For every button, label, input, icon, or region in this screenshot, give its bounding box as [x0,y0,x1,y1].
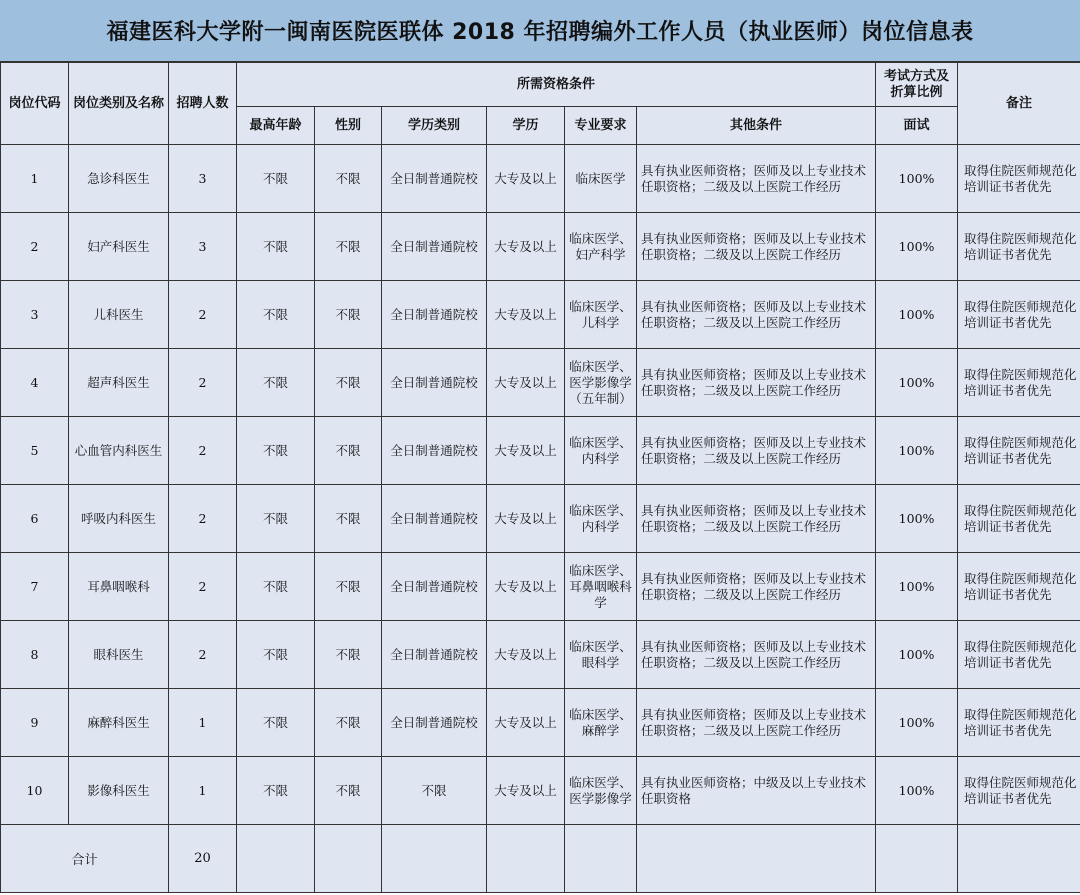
cell-interview-ratio: 100% [876,621,958,689]
total-empty-cell [487,825,565,893]
cell-edu-type: 不限 [382,757,487,825]
cell-other-conditions: 具有执业医师资格；医师及以上专业技术任职资格；二级及以上医院工作经历 [637,281,876,349]
cell-gender: 不限 [315,689,382,757]
total-empty-cell [237,825,315,893]
cell-interview-ratio: 100% [876,485,958,553]
cell-gender: 不限 [315,281,382,349]
cell-position-name: 麻醉科医生 [69,689,169,757]
table-footer [1,825,1080,893]
cell-code: 8 [1,621,69,689]
table-row [1,621,1080,689]
cell-major: 临床医学、儿科学 [565,281,637,349]
cell-code: 7 [1,553,69,621]
header-major: 专业要求 [565,107,637,145]
cell-edu-type: 全日制普通院校 [382,145,487,213]
cell-position-name: 超声科医生 [69,349,169,417]
cell-note: 取得住院医师规范化培训证书者优先 [958,757,1080,825]
cell-age: 不限 [237,621,315,689]
cell-other-conditions: 具有执业医师资格；医师及以上专业技术任职资格；二级及以上医院工作经历 [637,417,876,485]
cell-edu-type: 全日制普通院校 [382,621,487,689]
table-row [1,281,1080,349]
cell-code: 9 [1,689,69,757]
header-other: 其他条件 [637,107,876,145]
cell-note: 取得住院医师规范化培训证书者优先 [958,621,1080,689]
cell-position-name: 妇产科医生 [69,213,169,281]
cell-major: 临床医学、妇产科学 [565,213,637,281]
cell-other-conditions: 具有执业医师资格；医师及以上专业技术任职资格；二级及以上医院工作经历 [637,145,876,213]
cell-gender: 不限 [315,417,382,485]
cell-major: 临床医学、耳鼻咽喉科学 [565,553,637,621]
cell-code: 1 [1,145,69,213]
header-note: 备注 [958,63,1080,145]
cell-edu-type: 全日制普通院校 [382,281,487,349]
cell-code: 2 [1,213,69,281]
cell-edu-type: 全日制普通院校 [382,553,487,621]
cell-age: 不限 [237,553,315,621]
header-age: 最高年龄 [237,107,315,145]
cell-count: 2 [169,281,237,349]
cell-note: 取得住院医师规范化培训证书者优先 [958,485,1080,553]
cell-edu-type: 全日制普通院校 [382,213,487,281]
cell-gender: 不限 [315,213,382,281]
cell-edu-type: 全日制普通院校 [382,485,487,553]
cell-age: 不限 [237,349,315,417]
cell-other-conditions: 具有执业医师资格；中级及以上专业技术任职资格 [637,757,876,825]
cell-note: 取得住院医师规范化培训证书者优先 [958,213,1080,281]
cell-age: 不限 [237,485,315,553]
total-empty-cell [958,825,1080,893]
header-code: 岗位代码 [1,63,69,145]
table-row [1,689,1080,757]
cell-position-name: 呼吸内科医生 [69,485,169,553]
cell-age: 不限 [237,145,315,213]
cell-other-conditions: 具有执业医师资格；医师及以上专业技术任职资格；二级及以上医院工作经历 [637,349,876,417]
table-row [1,145,1080,213]
cell-count: 2 [169,349,237,417]
cell-gender: 不限 [315,621,382,689]
cell-education: 大专及以上 [487,621,565,689]
cell-note: 取得住院医师规范化培训证书者优先 [958,349,1080,417]
cell-code: 6 [1,485,69,553]
cell-education: 大专及以上 [487,689,565,757]
cell-other-conditions: 具有执业医师资格；医师及以上专业技术任职资格；二级及以上医院工作经历 [637,621,876,689]
header-interview: 面试 [876,107,958,145]
header-category: 岗位类别及名称 [69,63,169,145]
cell-other-conditions: 具有执业医师资格；医师及以上专业技术任职资格；二级及以上医院工作经历 [637,689,876,757]
cell-interview-ratio: 100% [876,281,958,349]
cell-other-conditions: 具有执业医师资格；医师及以上专业技术任职资格；二级及以上医院工作经历 [637,485,876,553]
table-row [1,213,1080,281]
table-body [1,145,1080,825]
cell-code: 5 [1,417,69,485]
header-count: 招聘人数 [169,63,237,145]
total-empty-cell [565,825,637,893]
cell-note: 取得住院医师规范化培训证书者优先 [958,281,1080,349]
cell-major: 临床医学、麻醉学 [565,689,637,757]
cell-age: 不限 [237,417,315,485]
cell-count: 1 [169,757,237,825]
cell-note: 取得住院医师规范化培训证书者优先 [958,689,1080,757]
cell-education: 大专及以上 [487,145,565,213]
cell-note: 取得住院医师规范化培训证书者优先 [958,553,1080,621]
cell-code: 3 [1,281,69,349]
cell-edu-type: 全日制普通院校 [382,417,487,485]
cell-education: 大专及以上 [487,213,565,281]
cell-education: 大专及以上 [487,553,565,621]
cell-major: 临床医学、医学影像学 [565,757,637,825]
cell-major: 临床医学、医学影像学（五年制） [565,349,637,417]
cell-count: 1 [169,689,237,757]
cell-count: 2 [169,417,237,485]
cell-interview-ratio: 100% [876,145,958,213]
header-qualifications: 所需资格条件 [237,63,876,107]
cell-count: 2 [169,553,237,621]
cell-code: 10 [1,757,69,825]
cell-education: 大专及以上 [487,349,565,417]
cell-note: 取得住院医师规范化培训证书者优先 [958,145,1080,213]
cell-education: 大专及以上 [487,757,565,825]
cell-interview-ratio: 100% [876,213,958,281]
cell-note: 取得住院医师规范化培训证书者优先 [958,417,1080,485]
cell-position-name: 心血管内科医生 [69,417,169,485]
table-row [1,417,1080,485]
table-header [1,63,1080,145]
cell-interview-ratio: 100% [876,553,958,621]
cell-position-name: 儿科医生 [69,281,169,349]
cell-interview-ratio: 100% [876,349,958,417]
total-count: 20 [169,825,237,893]
cell-education: 大专及以上 [487,281,565,349]
cell-position-name: 急诊科医生 [69,145,169,213]
cell-edu-type: 全日制普通院校 [382,349,487,417]
cell-interview-ratio: 100% [876,689,958,757]
cell-major: 临床医学 [565,145,637,213]
cell-interview-ratio: 100% [876,417,958,485]
cell-age: 不限 [237,213,315,281]
cell-count: 3 [169,213,237,281]
table-row [1,553,1080,621]
header-gender: 性别 [315,107,382,145]
cell-gender: 不限 [315,145,382,213]
cell-education: 大专及以上 [487,485,565,553]
cell-gender: 不限 [315,757,382,825]
cell-major: 临床医学、内科学 [565,485,637,553]
cell-interview-ratio: 100% [876,757,958,825]
cell-position-name: 眼科医生 [69,621,169,689]
total-label: 合计 [1,825,169,893]
cell-gender: 不限 [315,485,382,553]
total-empty-cell [876,825,958,893]
cell-code: 4 [1,349,69,417]
cell-count: 2 [169,621,237,689]
cell-edu-type: 全日制普通院校 [382,689,487,757]
cell-other-conditions: 具有执业医师资格；医师及以上专业技术任职资格；二级及以上医院工作经历 [637,213,876,281]
cell-position-name: 影像科医生 [69,757,169,825]
cell-education: 大专及以上 [487,417,565,485]
table-row [1,485,1080,553]
page-title: 福建医科大学附一闽南医院医联体 2018 年招聘编外工作人员（执业医师）岗位信息表 [0,0,1080,62]
cell-major: 临床医学、眼科学 [565,621,637,689]
header-exam: 考试方式及折算比例 [876,63,958,107]
table-row [1,349,1080,417]
cell-gender: 不限 [315,349,382,417]
cell-gender: 不限 [315,553,382,621]
cell-position-name: 耳鼻咽喉科 [69,553,169,621]
cell-age: 不限 [237,757,315,825]
cell-other-conditions: 具有执业医师资格；医师及以上专业技术任职资格；二级及以上医院工作经历 [637,553,876,621]
total-empty-cell [637,825,876,893]
cell-count: 3 [169,145,237,213]
total-empty-cell [382,825,487,893]
total-empty-cell [315,825,382,893]
position-table [0,62,1080,893]
cell-age: 不限 [237,281,315,349]
cell-count: 2 [169,485,237,553]
header-education: 学历 [487,107,565,145]
cell-age: 不限 [237,689,315,757]
table-row [1,757,1080,825]
header-edu-type: 学历类别 [382,107,487,145]
cell-major: 临床医学、内科学 [565,417,637,485]
